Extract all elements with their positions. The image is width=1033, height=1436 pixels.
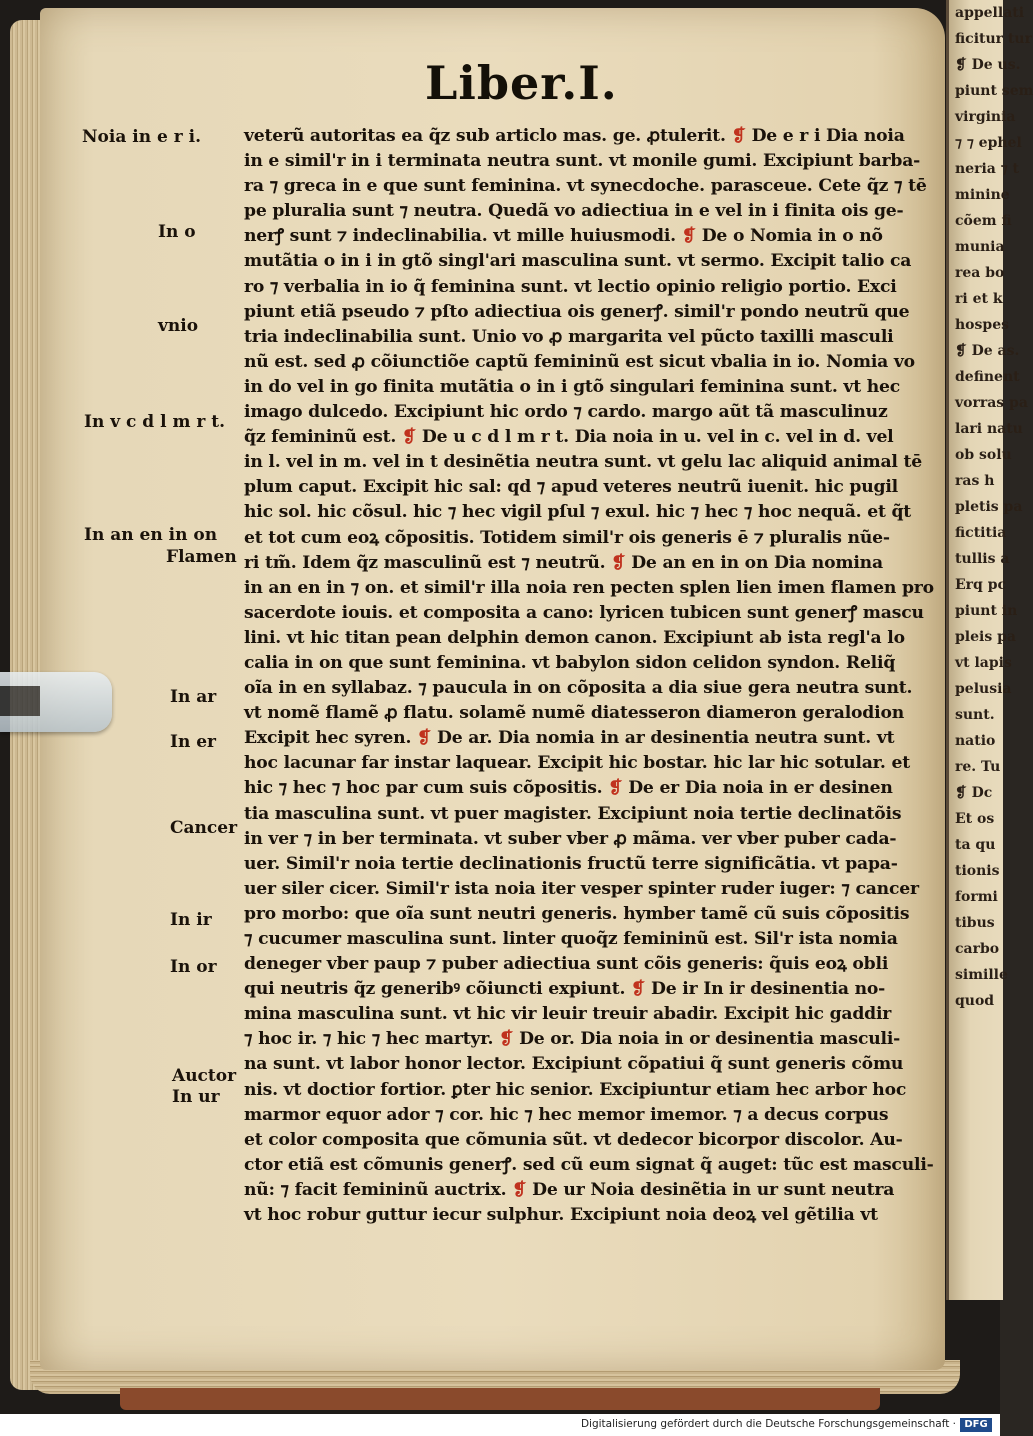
- text-line: lini. vt hic titan pean delphin demon canon. Excipiunt ab ista regl'a lo: [244, 627, 905, 648]
- marginal-note: In v c d l m r t.: [84, 412, 226, 432]
- facing-page-line: ❡ Dc: [955, 785, 993, 801]
- text-line: et color composita que cõmunia sũt. vt dedecor bicorpor discolor. Au-: [244, 1129, 903, 1150]
- marginal-note: In or: [170, 957, 217, 977]
- text-line: nũ: ⁊ facit femininũ auctrix. ❡ De ur Noia desinẽtia in ur sunt neutra: [244, 1179, 895, 1200]
- footer-bar: [0, 1414, 1000, 1436]
- dfg-logo: DFG: [960, 1418, 992, 1432]
- text-line: in e simil'r in i terminata neutra sunt. vt monile gumi. Excipiunt barba-: [244, 151, 921, 172]
- marginal-note: In ar: [170, 687, 217, 707]
- facing-page-line: vt lapis: [955, 655, 1012, 671]
- text-line: in do vel in go finita mutãtia o in i gtõ singulari feminina sunt. vt hec: [244, 376, 901, 397]
- facing-page-line: ob solu: [955, 447, 1012, 463]
- facing-page-line: lari natu: [955, 421, 1023, 437]
- text-line: ctor etiã est cõmunis generꝭ. sed cũ eum signat q̃ auget: tũc est masculi-: [244, 1154, 934, 1175]
- text-line: ro ⁊ verbalia in io q̃ feminina sunt. vt lectio opinio religio portio. Exci: [244, 276, 897, 297]
- facing-page-line: fictitia: [955, 525, 1007, 541]
- facing-page-line: natio: [955, 733, 996, 749]
- facing-page-line: ri et k: [955, 291, 1003, 307]
- text-line: ra ⁊ greca in e que sunt feminina. vt synecdoche. parasceue. Cete q̃z ⁊ tē: [244, 176, 927, 197]
- text-line: ⁊ hoc ir. ⁊ hic ⁊ hec martyr. ❡ De or. Dia noia in or desinentia masculi-: [244, 1029, 901, 1050]
- text-line: piunt etiã pseudo ⁊ pſto adiectiua ois generꝭ. simil'r pondo neutrũ que: [244, 301, 910, 322]
- facing-page-line: piunt sem: [955, 83, 1033, 99]
- text-line: vt hoc robur guttur iecur sulphur. Excipiunt noia deoꝝ vel gẽtilia vt: [244, 1205, 878, 1226]
- text-line: hoc lacunar far instar laquear. Excipit hic bostar. hic lar hic sotular. et: [244, 753, 910, 774]
- text-line: uer siler cicer. Simil'r ista noia iter vesper spinter ruder iuger: ⁊ cancer: [244, 878, 919, 899]
- facing-page-line: munia: [955, 239, 1005, 255]
- text-line: nis. vt doctior fortior. ꝑter hic senior. Excipiuntur etiam hec arbor hoc: [244, 1079, 907, 1100]
- text-line: vt nomẽ flamẽ ꝓ flatu. solamẽ numẽ diatesseron diameron geralodion: [244, 703, 904, 724]
- text-line: ri tm̃. Idem q̃z masculinũ est ⁊ neutrũ. ❡ De an en in on Dia nomina: [244, 552, 883, 573]
- facing-page-line: vorras pa: [955, 395, 1028, 411]
- text-line: mina masculina sunt. vt hic vir leuir treuir abadir. Excipit hic gaddir: [244, 1004, 892, 1025]
- marginal-note: In er: [170, 732, 217, 752]
- marginal-note: In o: [158, 222, 196, 242]
- text-line: imago dulcedo. Excipiunt hic ordo ⁊ cardo. margo aũt tã masculinuz: [244, 402, 888, 423]
- text-line: tia masculina sunt. vt puer magister. Excipiunt noia tertie declinatõis: [244, 803, 902, 824]
- text-line: pe pluralia sunt ⁊ neutra. Quedã vo adiectiua in e vel in i finita ois ge-: [244, 201, 904, 222]
- facing-page-line: sunt.: [955, 707, 995, 723]
- marginal-note: In an en in on: [84, 525, 218, 545]
- marginal-note: Auctor: [172, 1066, 237, 1086]
- facing-page-line: tionis: [955, 863, 1000, 879]
- text-line: deneger vber paup ⁊ puber adiectiua sunt cõis generis: q̃uis eoꝝ obli: [244, 954, 889, 975]
- facing-page-line: cõem fi: [955, 213, 1012, 229]
- facing-page-line: pletis pa: [955, 499, 1023, 515]
- facing-page-line: ficitur tur: [955, 31, 1032, 47]
- facing-page-line: simille: [955, 967, 1008, 983]
- text-line: qui neutris q̃z generibꝰ cõiuncti expiunt. ❡ De ir In ir desinentia no-: [244, 979, 886, 1000]
- facing-page-line: definent: [955, 369, 1020, 385]
- facing-page-line: formi: [955, 889, 998, 905]
- facing-page-line: pelusia: [955, 681, 1012, 697]
- funding-notice: Digitalisierung gefördert durch die Deutsche Forschungsgemeinschaft ·: [580, 1418, 956, 1430]
- facing-page-line: hospes: [955, 317, 1009, 333]
- text-line: nũ est. sed ꝓ cõiunctiõe captũ femininũ est sicut vbalia in io. Nomia vo: [244, 351, 915, 372]
- facing-page-line: quod: [955, 993, 995, 1009]
- text-line: marmor equor ador ⁊ cor. hic ⁊ hec memor imemor. ⁊ a decus corpus: [244, 1104, 889, 1125]
- facing-page-line: ta qu: [955, 837, 996, 853]
- text-line: in l. vel in m. vel in t desinẽtia neutra sunt. vt gelu lac aliquid animal tē: [244, 452, 922, 473]
- facing-page-line: neria ⁊ t: [955, 161, 1020, 177]
- text-line: in an en in ⁊ on. et simil'r illa noia ren pecten splen lien imen flamen pro: [244, 577, 934, 598]
- facing-page-line: Et os: [955, 811, 995, 827]
- page-tab-marker: [0, 672, 112, 732]
- text-line: na sunt. vt labor honor lector. Excipiunt cõpatiui q̃ sunt generis cõmu: [244, 1054, 904, 1075]
- marginal-note: Noia in e r i.: [82, 127, 201, 147]
- text-line: ⁊ cucumer masculina sunt. linter quoq̃z femininũ est. Sil'r ista nomia: [244, 929, 898, 949]
- text-line: in ver ⁊ in ber terminata. vt suber vber ꝓ mãma. ver vber puber cada-: [244, 828, 897, 849]
- facing-page-line: ⁊ ⁊ ephel: [955, 135, 1022, 151]
- facing-page-line: ❡ De as.: [955, 343, 1020, 359]
- facing-page-line: carbo: [955, 941, 1000, 957]
- facing-page-line: minine: [955, 187, 1010, 203]
- facing-page-line: virginia: [955, 109, 1016, 125]
- text-line: mutãtia o in i in gtõ singl'ari masculina sunt. vt sermo. Excipit talio ca: [244, 251, 912, 272]
- book-cover: [120, 1388, 880, 1410]
- facing-page-line: re. Tu: [955, 759, 1001, 775]
- facing-page-line: pleis pa: [955, 629, 1016, 645]
- text-line: Excipit hec syren. ❡ De ar. Dia nomia in ar desinentia neutra sunt. vt: [244, 728, 895, 749]
- facing-page-line: tibus: [955, 915, 995, 931]
- text-line: calia in on que sunt feminina. vt babylon sidon celidon syndon. Reliq̃: [244, 652, 896, 673]
- text-line: q̃z femininũ est. ❡ De u c d l m r t. Dia noia in u. vel in c. vel in d. vel: [244, 427, 894, 448]
- marginal-note: In ir: [170, 910, 212, 930]
- text-line: hic ⁊ hec ⁊ hoc par cum suis cõpositis. ❡ De er Dia noia in er desinen: [244, 778, 893, 799]
- text-line: oĩa in en syllabaz. ⁊ paucula in on cõposita a dia siue gera neutra sunt.: [244, 678, 913, 699]
- facing-page-line: ras h: [955, 473, 995, 489]
- text-line: sacerdote iouis. et composita a cano: lyricen tubicen sunt generꝭ mascu: [244, 602, 924, 623]
- facing-page-line: piunt in: [955, 603, 1018, 619]
- facing-page-line: ❡ De us.: [955, 57, 1021, 73]
- marginal-note: vnio: [158, 316, 199, 336]
- marginal-note: In ur: [172, 1087, 220, 1107]
- facing-page-line: Erq pc: [955, 577, 1007, 593]
- facing-page-line: tullis a: [955, 551, 1010, 567]
- facing-page-line: rea bo: [955, 265, 1005, 281]
- text-line: uer. Simil'r noia tertie declinationis fructũ terre significãtia. vt papa-: [244, 853, 898, 874]
- text-line: nerꝭ sunt ⁊ indeclinabilia. vt mille huiusmodi. ❡ De o Nomia in o nõ: [244, 226, 883, 247]
- text-line: veterũ autoritas ea q̃z sub articlo mas. ge. ꝓtulerit. ❡ De e r i Dia noia: [244, 126, 905, 146]
- facing-page-line: appellati: [955, 5, 1025, 21]
- text-line: tria indeclinabilia sunt. Unio vo ꝓ margarita vel pũcto taxilli masculi: [244, 326, 894, 347]
- body-text: [244, 124, 934, 1228]
- marginal-note: Cancer: [170, 818, 238, 838]
- text-line: pro morbo: que oĩa sunt neutri generis. hymber tamẽ cũ suis cõpositis: [244, 903, 910, 924]
- text-line: plum caput. Excipit hic sal: qd ⁊ apud veteres neutrũ iuenit. hic pugil: [244, 477, 898, 498]
- text-line: et tot cum eoꝝ cõpositis. Totidem simil'r ois generis ē ⁊ pluralis nũe-: [244, 527, 890, 548]
- text-line: hic sol. hic cõsul. hic ⁊ hec vigil pſul ⁊ exul. hic ⁊ hec ⁊ hoc nequã. et q̃t: [244, 502, 912, 523]
- facing-page: [946, 0, 1033, 1300]
- page-title: Liber.I.: [425, 56, 618, 110]
- marginal-note: Flamen: [166, 547, 237, 567]
